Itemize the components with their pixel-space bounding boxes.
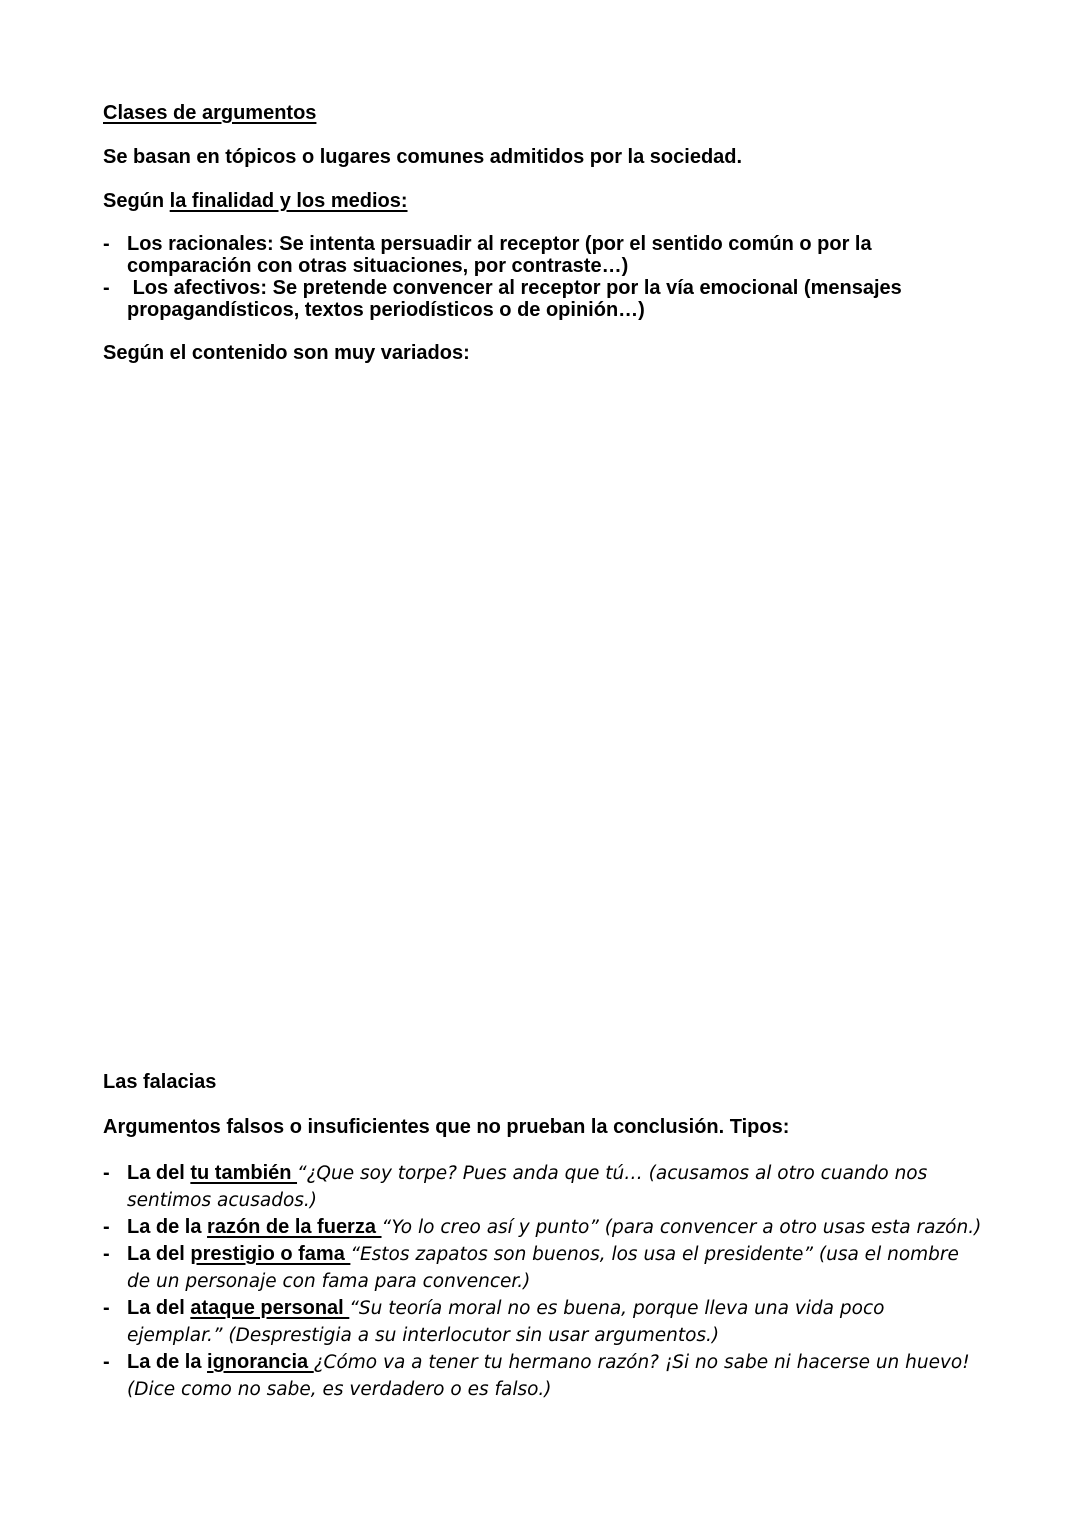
- argument-types-list: [103, 233, 983, 321]
- dash-bullet: -: [103, 1243, 110, 1265]
- section-title-clases-de-argumentos: Clases de argumentos: [103, 102, 317, 124]
- fallacy-prefix: La del: [127, 1243, 191, 1265]
- list-item: [103, 1295, 983, 1349]
- section2-intro: Argumentos falsos o insuficientes que no prueban la conclusión. Tipos:: [103, 1116, 790, 1138]
- list-item-text: Los afectivos: Se pretende convencer al receptor por la vía emocional (mensajes propagandísticos, textos periodísticos o de opinión…): [127, 277, 908, 321]
- fallacy-keyword: razón de la fuerza: [207, 1216, 382, 1238]
- fallacy-example: “Su teoría moral no es buena, porque lleva una vida poco ejemplar.” (Desprestigia a su interlocutor sin usar argumentos.): [127, 1298, 885, 1346]
- section1-contenido: Según el contenido son muy variados:: [103, 342, 470, 364]
- finalidad-underlined: la finalidad y los medios:: [169, 190, 408, 212]
- dash-bullet: -: [103, 1162, 110, 1184]
- dash-bullet: -: [103, 233, 110, 255]
- list-item: [103, 1214, 983, 1241]
- dash-bullet: -: [103, 1351, 110, 1373]
- list-item: [103, 1349, 983, 1403]
- fallacy-prefix: La de la: [127, 1216, 208, 1238]
- fallacy-example: “¿Que soy torpe? Pues anda que tú… (acusamos al otro cuando nos sentimos acusados.): [127, 1163, 928, 1211]
- fallacy-example: ¿Cómo va a tener tu hermano razón? ¡Si no sabe ni hacerse un huevo! (Dice como no sabe, es verdadero o es falso.): [127, 1352, 970, 1400]
- fallacy-keyword: ataque personal: [190, 1297, 350, 1319]
- fallacy-prefix: La del: [127, 1297, 191, 1319]
- fallacy-keyword: tu también: [190, 1162, 298, 1184]
- list-item: [103, 277, 983, 321]
- list-item: [103, 233, 983, 277]
- dash-bullet: -: [103, 1216, 110, 1238]
- section-title-las-falacias: Las falacias: [103, 1071, 217, 1093]
- fallacy-example: “Estos zapatos son buenos, los usa el presidente” (usa el nombre de un personaje con fama para convencer.): [127, 1244, 959, 1292]
- fallacy-prefix: La del: [127, 1162, 191, 1184]
- section1-finalidad: [103, 190, 408, 213]
- fallacy-example: “Yo lo creo así y punto” (para convencer a otro usas esta razón.): [381, 1217, 982, 1238]
- section1-intro: Se basan en tópicos o lugares comunes admitidos por la sociedad.: [103, 146, 743, 168]
- dash-bullet: -: [103, 1297, 110, 1319]
- finalidad-prefix: Según: [103, 190, 170, 212]
- dash-bullet: -: [103, 277, 110, 299]
- fallacy-keyword: prestigio o fama: [190, 1243, 351, 1265]
- list-item-text: Los racionales: Se intenta persuadir al receptor (por el sentido común o por la comparación con otras situaciones, por contraste…): [127, 233, 872, 277]
- list-item: [103, 1160, 983, 1214]
- fallacy-keyword: ignorancia: [207, 1351, 314, 1373]
- fallacies-list: [103, 1160, 983, 1403]
- list-item: [103, 1241, 983, 1295]
- fallacy-prefix: La de la: [127, 1351, 208, 1373]
